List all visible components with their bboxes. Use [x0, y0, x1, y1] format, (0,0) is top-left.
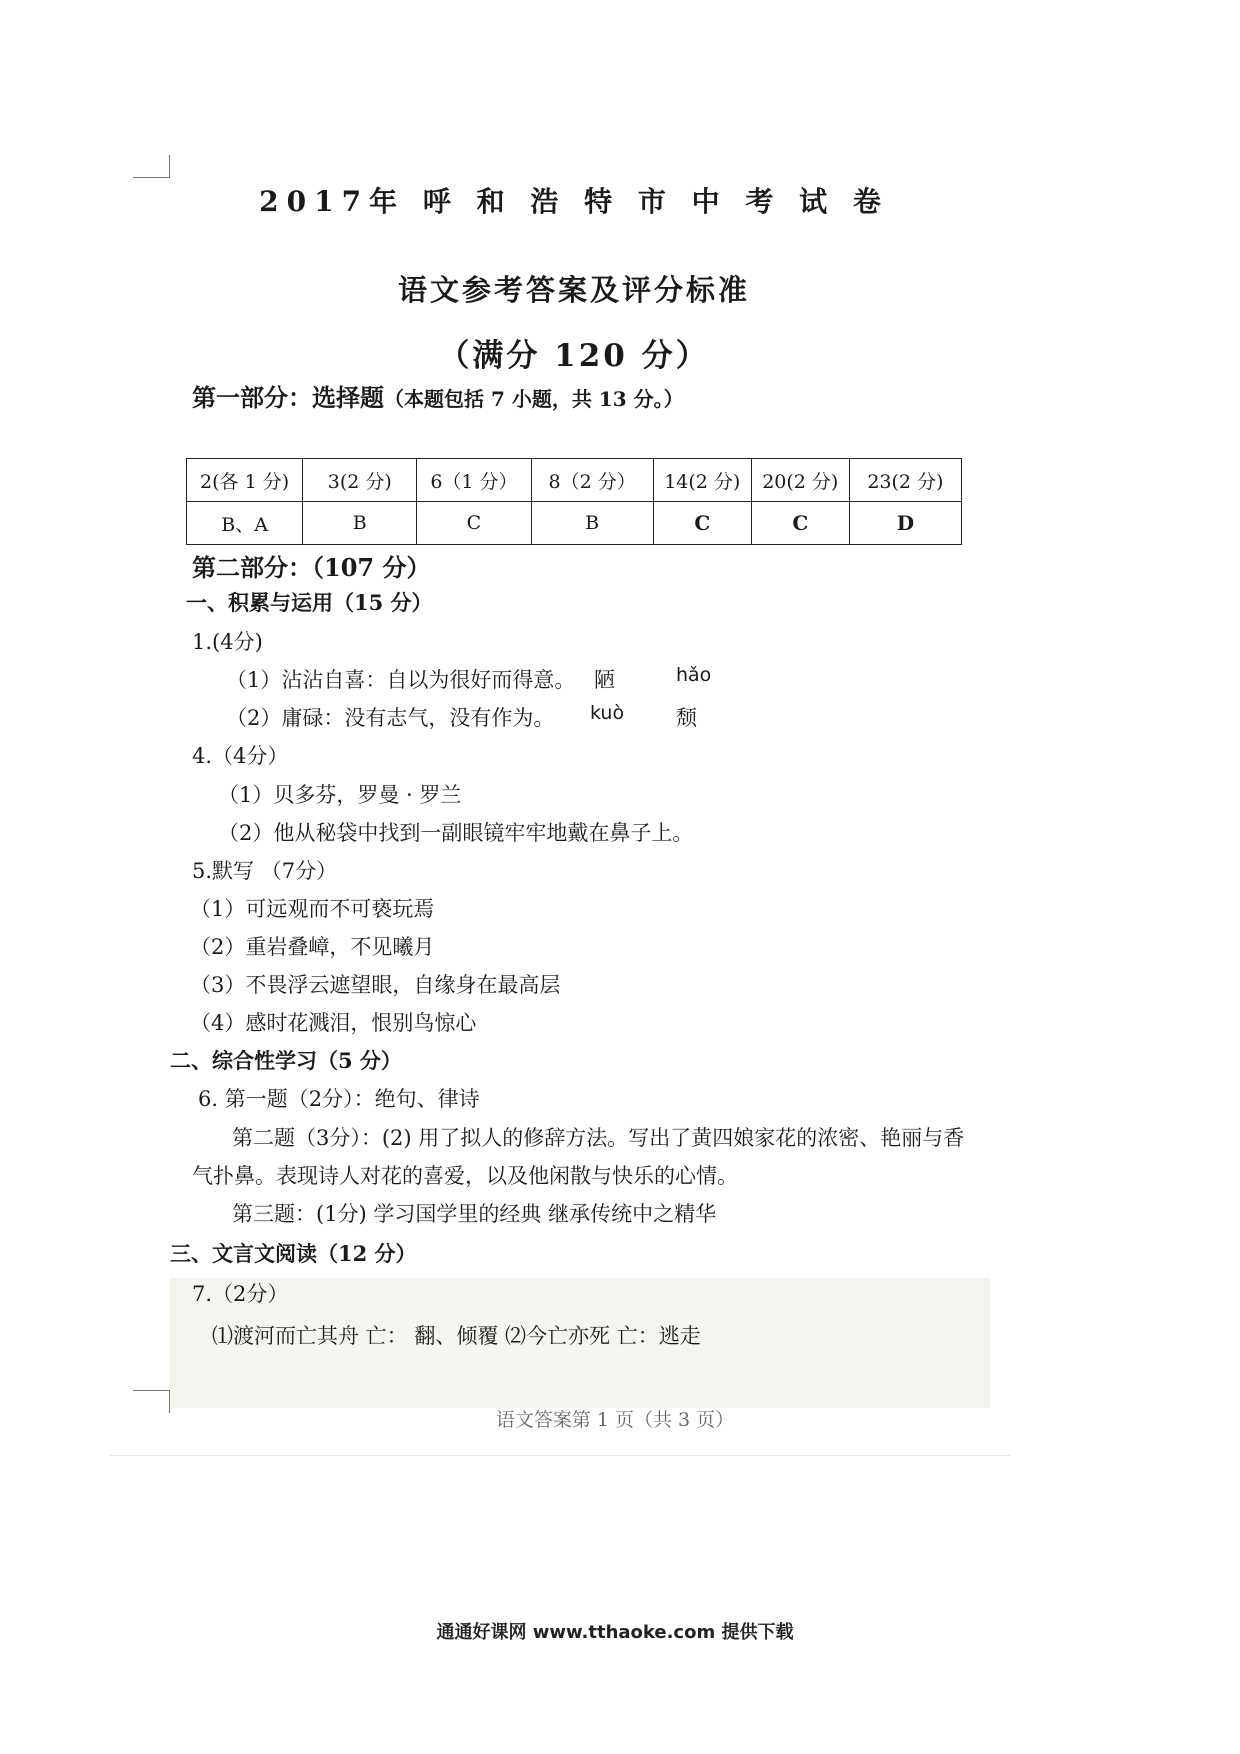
q1-answer-b-char: 颓 — [676, 706, 697, 730]
table-answer-cell: B、A — [187, 502, 303, 545]
section3-heading: 三、文言文阅读（12 分） — [170, 1241, 417, 1266]
table-header-cell: 8（2 分） — [531, 459, 653, 502]
table-header-cell: 6（1 分） — [417, 459, 531, 502]
part1-heading — [192, 378, 684, 413]
table-answer-cell: C — [653, 502, 751, 545]
q5-item: （3）不畏浮云遮望眼，自缘身在最高层 — [190, 973, 561, 997]
q5-item: （1）可远观而不可亵玩焉 — [190, 897, 435, 921]
q5-item: （2）重岩叠嶂，不见曦月 — [190, 935, 435, 959]
part2-heading: 第二部分：（107 分） — [192, 553, 431, 582]
table-answer-cell: B — [303, 502, 417, 545]
q6-line2b: 气扑鼻。表现诗人对花的喜爱，以及他闲散与快乐的心情。 — [192, 1164, 738, 1188]
q4-label: 4.（4分） — [192, 744, 289, 768]
section1-heading: 一、积累与运用（15 分） — [186, 590, 433, 615]
table-answer-cell: B — [531, 502, 653, 545]
q5-item: （4）感时花溅泪，恨别鸟惊心 — [190, 1011, 477, 1035]
answer-table-header-row — [187, 459, 962, 502]
answer-key-subtitle: 语文参考答案及评分标准 — [397, 273, 750, 307]
table-header-cell: 2(各 1 分) — [187, 459, 303, 502]
table-header-cell: 3(2 分) — [303, 459, 417, 502]
table-header-cell: 23(2 分) — [849, 459, 961, 502]
table-answer-cell: C — [751, 502, 849, 545]
page-corner-mark-top — [133, 155, 170, 178]
full-score: （满分 120 分） — [438, 338, 710, 374]
part1-note: （本题包括 7 小题，共 13 分。） — [384, 387, 684, 411]
table-answer-cell: C — [417, 502, 531, 545]
answer-table-answer-row — [187, 502, 962, 545]
q1-answer-b: （2）庸碌：没有志气，没有作为。 — [226, 706, 555, 730]
table-header-cell: 20(2 分) — [751, 459, 849, 502]
answer-table — [186, 458, 962, 545]
q1-answer-a-pinyin: hǎo — [676, 664, 712, 686]
q1-answer-a: （1）沾沾自喜：自以为很好而得意。 — [226, 668, 576, 692]
download-watermark: 通通好课网 www.tthaoke.com 提供下载 — [436, 1622, 794, 1643]
q6-line2a: 第二题（3分）：(2) 用了拟人的修辞方法。写出了黄四娘家花的浓密、艳丽与香 — [232, 1126, 965, 1150]
section2-heading: 二、综合性学习（5 分） — [170, 1048, 402, 1073]
q1-answer-b-pinyin: kuò — [590, 702, 625, 724]
q1-label: 1.(4分) — [192, 630, 263, 654]
page-number: 语文答案第 1 页（共 3 页） — [495, 1409, 735, 1431]
part1-title: 第一部分：选择题 — [192, 383, 384, 412]
q5-label: 5.默写 （7分） — [192, 859, 338, 883]
table-answer-cell: D — [849, 502, 961, 545]
q6-line1: 6. 第一题（2分）：绝句、律诗 — [198, 1087, 480, 1111]
table-header-cell: 14(2 分) — [653, 459, 751, 502]
q7-answer: ⑴渡河而亡其舟 亡： 翻、倾覆 ⑵今亡亦死 亡：逃走 — [212, 1324, 701, 1348]
q7-label: 7.（2分） — [192, 1282, 289, 1306]
exam-title: 2017年 呼 和 浩 特 市 中 考 试 卷 — [259, 185, 889, 218]
q4-answer-a: （1）贝多芬，罗曼 · 罗兰 — [218, 783, 462, 807]
q6-line3: 第三题：(1分) 学习国学里的经典 继承传统中之精华 — [232, 1202, 717, 1226]
q4-answer-b: （2）他从秘袋中找到一副眼镜牢牢地戴在鼻子上。 — [218, 821, 694, 845]
q1-answer-a-char: 陋 — [594, 668, 615, 692]
footer-divider — [110, 1455, 1010, 1456]
